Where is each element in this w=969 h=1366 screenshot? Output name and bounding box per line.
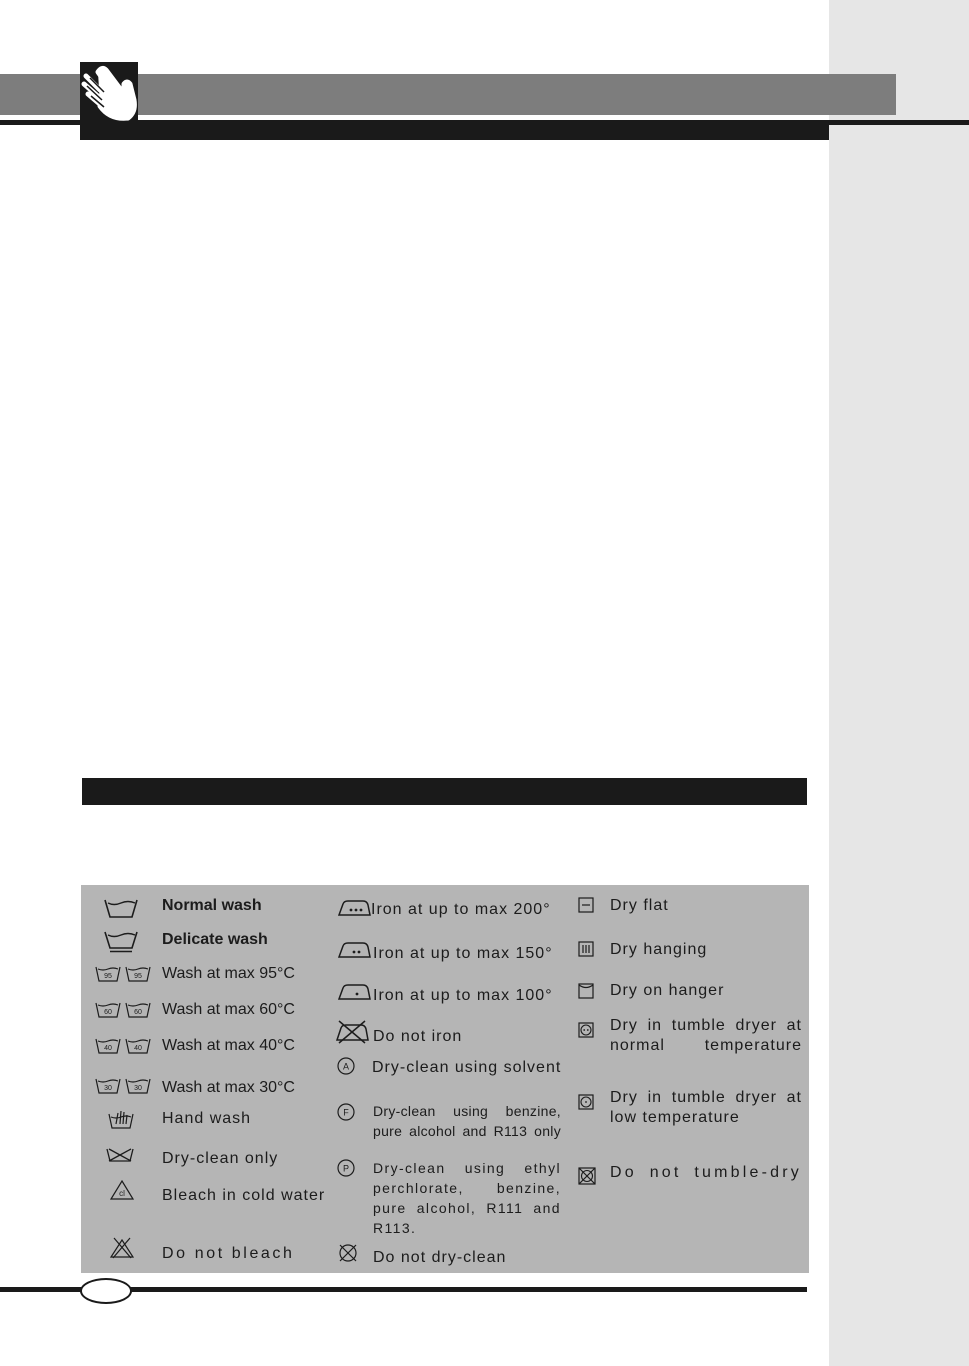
dry-clean-only-label: Dry-clean only [162, 1150, 279, 1167]
tumble-low-label: Dry in tumble dryer at low temperature [610, 1089, 802, 1126]
svg-text:95: 95 [134, 973, 142, 980]
iron-200-label: Iron at up to max 200° [371, 901, 551, 918]
iron-1-dot-icon [337, 983, 371, 1001]
dry-clean-f-icon [337, 1103, 355, 1121]
do-not-bleach-icon [109, 1237, 135, 1259]
dry-on-hanger-label: Dry on hanger [610, 982, 725, 999]
wash-60-icon [95, 1001, 151, 1019]
do-not-bleach-label: Do not bleach [162, 1245, 295, 1262]
svg-text:P: P [342, 1163, 350, 1174]
svg-text:40: 40 [104, 1045, 112, 1052]
svg-text:60: 60 [134, 1009, 142, 1016]
hand-wash-label: Hand wash [162, 1110, 252, 1127]
svg-text:30: 30 [104, 1085, 112, 1092]
dry-flat-icon [578, 897, 594, 913]
hand-wash-icon [108, 1108, 134, 1130]
section-title-bar [82, 778, 807, 805]
do-not-tumble-label: Do not tumble-dry [610, 1164, 802, 1181]
dry-on-hanger-icon [578, 983, 594, 999]
header-black-bar [80, 124, 829, 140]
dry-hanging-label: Dry hanging [610, 941, 708, 958]
dry-clean-benzine-label: Dry-clean using benzine, pure alcohol and R113 only [373, 1103, 561, 1139]
side-margin-strip [829, 0, 969, 1366]
wash-60-label: Wash at max 60°C [162, 1001, 295, 1018]
wash-30-icon [95, 1077, 151, 1095]
do-not-iron-icon [335, 1020, 369, 1044]
iron-150-label: Iron at up to max 150° [373, 945, 553, 962]
iron-2-dots-icon [337, 941, 371, 959]
delicate-wash-tub-icon [104, 929, 138, 953]
bleach-mark: cl [119, 1189, 125, 1198]
dry-flat-label: Dry flat [610, 897, 669, 914]
dry-clean-perchlorate-label: Dry-clean using ethyl perchlorate, benzine, pure alcohol, R111 and R113. [373, 1160, 561, 1236]
svg-text:95: 95 [104, 973, 112, 980]
hand-icon [80, 62, 138, 124]
tumble-low-icon [578, 1094, 594, 1110]
dry-clean-a-icon [337, 1057, 355, 1075]
wash-40-label: Wash at max 40°C [162, 1037, 295, 1054]
wash-95-label: Wash at max 95°C [162, 965, 295, 982]
do-not-dry-clean-label: Do not dry-clean [373, 1249, 507, 1266]
dry-hanging-icon [578, 941, 594, 957]
svg-text:40: 40 [134, 1045, 142, 1052]
dry-clean-solvent-label: Dry-clean using solvent [372, 1059, 562, 1076]
do-not-dry-clean-icon [338, 1243, 358, 1263]
delicate-wash-label: Delicate wash [162, 931, 268, 948]
svg-text:A: A [342, 1061, 350, 1072]
iron-100-label: Iron at up to max 100° [373, 987, 553, 1004]
bleach-cold-icon [110, 1180, 134, 1200]
svg-text:30: 30 [134, 1085, 142, 1092]
wash-95-icon [95, 965, 151, 983]
do-not-iron-label: Do not iron [373, 1028, 463, 1045]
wash-30-label: Wash at max 30°C [162, 1079, 295, 1096]
svg-text:60: 60 [104, 1009, 112, 1016]
bleach-cold-label: Bleach in cold water [162, 1187, 326, 1204]
care-symbols-panel [81, 885, 809, 1273]
wash-40-icon [95, 1037, 151, 1055]
tumble-normal-icon [578, 1022, 594, 1038]
svg-text:F: F [343, 1107, 349, 1118]
tumble-normal-label: Dry in tumble dryer at normal temperature [610, 1017, 802, 1054]
normal-wash-tub-icon [104, 897, 138, 919]
normal-wash-label: Normal wash [162, 897, 262, 914]
page-number-oval [80, 1278, 132, 1304]
iron-3-dots-icon [337, 899, 371, 917]
do-not-tumble-icon [578, 1167, 596, 1185]
dry-clean-p-icon [337, 1159, 355, 1177]
dry-clean-only-icon [106, 1147, 134, 1163]
